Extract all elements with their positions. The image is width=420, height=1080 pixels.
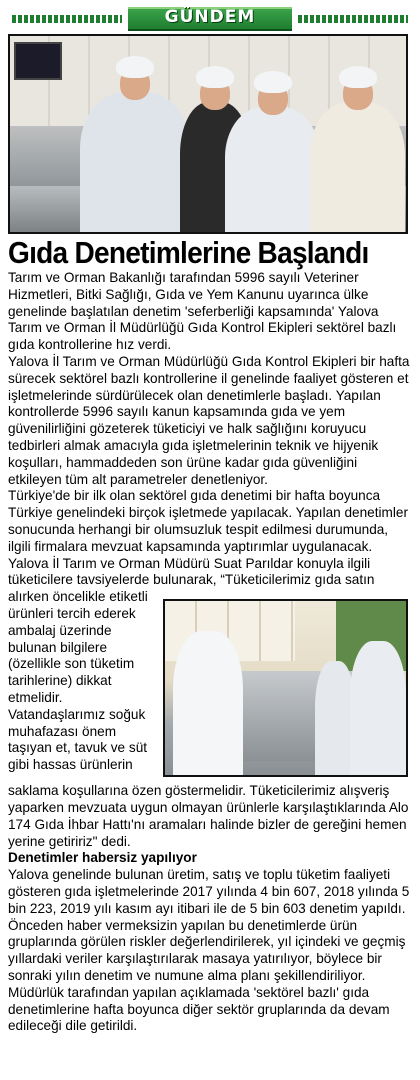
second-photo bbox=[163, 599, 408, 777]
paragraph-4-end: saklama koşullarına özen göstermelidir. Tüketicilerimiz alışveriş yaparken mevzuata uygun olmayan ürünlerle karşılaştıklarında Alo 174 Gıda İhbar Hattı'nı aramaları halinde bizler de gereğini hemen yerine getiririz" dedi. bbox=[8, 783, 409, 849]
headline: Gıda Denetimlerine Başlandı bbox=[8, 236, 369, 270]
paragraph-5: Yalova genelinde bulunan üretim, satış ve toplu tüketim faaliyeti gösteren gıda işletmelerinde 2017 yılında 4 bin 607, 2018 yılında 5 bin 223, 2019 yılı kasım ayı itibari ile de 5 bin 603 denetim yapıldı. Önceden haber vermeksizin yapılan bu denetimlerde ürün gruplarında görülen riskler değerlendirilerek, yıl içindeki ve geçmiş yıllardaki veriler karşılaştırılarak masaya yatırılıyor, böylece bir sonraki yılın denetim ve numune alma planı şekillendiriliyor. Müdürlük tarafından yapılan açıklamada 'sektörel bazlı' gıda denetimlerine hafta boyunca diğer sektör gruplarında da devam edileceği dile getirildi. bbox=[8, 867, 410, 1034]
paragraph-4: Yalova İl Tarım ve Orman Müdürü Suat Parıldar konuyla ilgili tüketicilere tavsiyelerde bulunarak, “Tüketicilerimiz gıda satın bbox=[8, 555, 375, 588]
inspector-figure bbox=[315, 661, 355, 777]
section-header bbox=[8, 4, 412, 30]
inspector-figure bbox=[310, 102, 405, 232]
section-label: GÜNDEM bbox=[164, 7, 256, 27]
photo-monitor bbox=[14, 42, 62, 80]
main-photo bbox=[8, 34, 408, 234]
article-body bbox=[8, 270, 412, 1035]
paragraph-3: Türkiye'de bir ilk olan sektörel gıda denetimi bir hafta boyunca Türkiye genelindeki birçok işletmede yapılacak. Yapılan denetimler sonucunda herhangi bir olumsuzluk tespit edilmesi durumunda, ilgili firmalara mevzuat kapsamında yaptırımlar uygulanacak. bbox=[8, 488, 408, 554]
paragraph-lead: Tarım ve Orman Bakanlığı tarafından 5996 sayılı Veteriner Hizmetleri, Bitki Sağlığı, Gıda ve Yem Kanunu uyarınca ülke genelinde başlatılan denetim 'seferberliği kapsamında' Yalova Tarım ve Orman İl Müdürlüğü Gıda Kontrol Ekipleri sektörel bazlı gıda kontrollerine hız verdi. bbox=[8, 270, 397, 353]
inspector-figure bbox=[350, 641, 406, 777]
inspector-figure bbox=[173, 631, 243, 777]
paragraph-4-wrapped: alırken öncelikle etiketli ürünleri tercih ederek ambalaj üzerinde bulunan bilgilere (özellikle son tüketim tarihlerine) dikkat etmelidir. Vatandaşlarımız soğuk muhafazası önem taşıyan et, tavuk ve süt gibi hassas ürünlerin bbox=[8, 589, 148, 773]
subheading: Denetimler habersiz yapılıyor bbox=[8, 850, 197, 866]
paragraph-2: Yalova İl Tarım ve Orman Müdürlüğü Gıda Kontrol Ekipleri bir hafta sürecek sektörel bazlı kontrollerine il genelinde faaliyet gösteren et işletmelerinde sürdürülecek olan denetimlerle başladı. Yapılan kontrollerde 5996 sayılı kanun kapsamında gıda ve yem güvenilirliğini gözeterek tüketiciyi ve halk sağlığını koruyucu tedbirleri almak amacıyla gıda işletmelerinin teknik ve hijyenik koşulları, hammaddeden son ürüne kadar gıda güvenliğini etkileyen tüm alt parametreler denetleniyor. bbox=[8, 353, 410, 487]
photo-wrap-block bbox=[8, 589, 412, 783]
inspector-figure bbox=[225, 107, 320, 232]
inspector-figure bbox=[80, 92, 190, 232]
